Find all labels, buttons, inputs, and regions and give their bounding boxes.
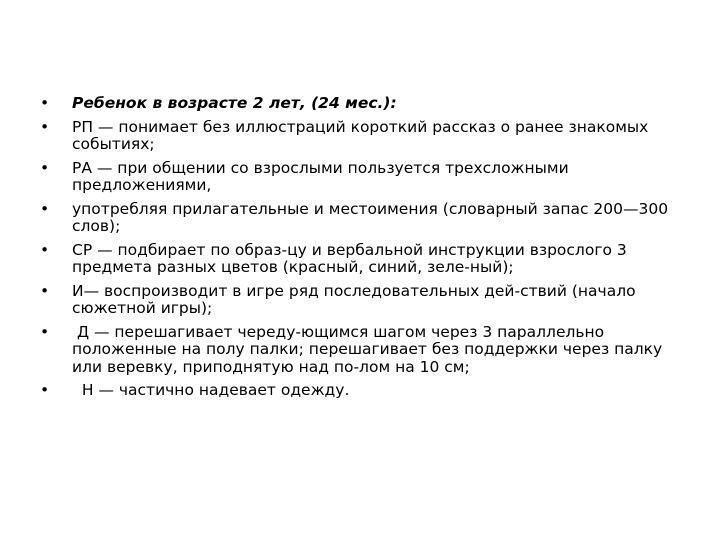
bullet-text: Н — частично надевает одежду. bbox=[72, 381, 350, 399]
bullet-icon: • bbox=[40, 381, 50, 399]
bullet-text: И— воспроизводит в игре ряд последовательных дей-ствий (начало сюжетной игры); bbox=[72, 281, 636, 317]
list-item bbox=[40, 160, 690, 195]
bullet-text: РА — при общении со взрослыми пользуется трехсложными предложениями, bbox=[72, 158, 569, 194]
list-item bbox=[40, 324, 690, 377]
bullet-icon: • bbox=[40, 240, 50, 259]
list-item bbox=[40, 283, 690, 318]
bullet-icon: • bbox=[40, 94, 50, 112]
bullet-text: Д — перешагивает череду-ющимся шагом через 3 параллельно положенные на полу палки; перешагивает без поддержки через палку или веревку, приподнятую над по-лом на 10 см; bbox=[72, 322, 668, 376]
bullet-icon: • bbox=[40, 281, 50, 300]
list-item bbox=[40, 382, 690, 400]
list-item bbox=[40, 119, 690, 154]
bullet-icon: • bbox=[40, 199, 50, 218]
bullet-list bbox=[40, 95, 690, 406]
bullet-text: Ребенок в возрасте 2 лет, (24 мес.): bbox=[72, 94, 397, 112]
bullet-text: РП — понимает без иллюстраций короткий рассказ о ранее знакомых событиях; bbox=[72, 117, 649, 153]
bullet-icon: • bbox=[40, 117, 50, 136]
list-item bbox=[40, 242, 690, 277]
bullet-text: СР — подбирает по образ-цу и вербальной инструкции взрослого 3 предмета разных цветов (красный, синий, зеле-ный); bbox=[72, 240, 627, 276]
list-item bbox=[40, 201, 690, 236]
bullet-icon: • bbox=[40, 158, 50, 177]
bullet-text: употребляя прилагательные и местоимения (словарный запас 200—300 слов); bbox=[72, 199, 669, 235]
bullet-icon: • bbox=[40, 322, 50, 341]
list-item-heading bbox=[40, 95, 690, 113]
